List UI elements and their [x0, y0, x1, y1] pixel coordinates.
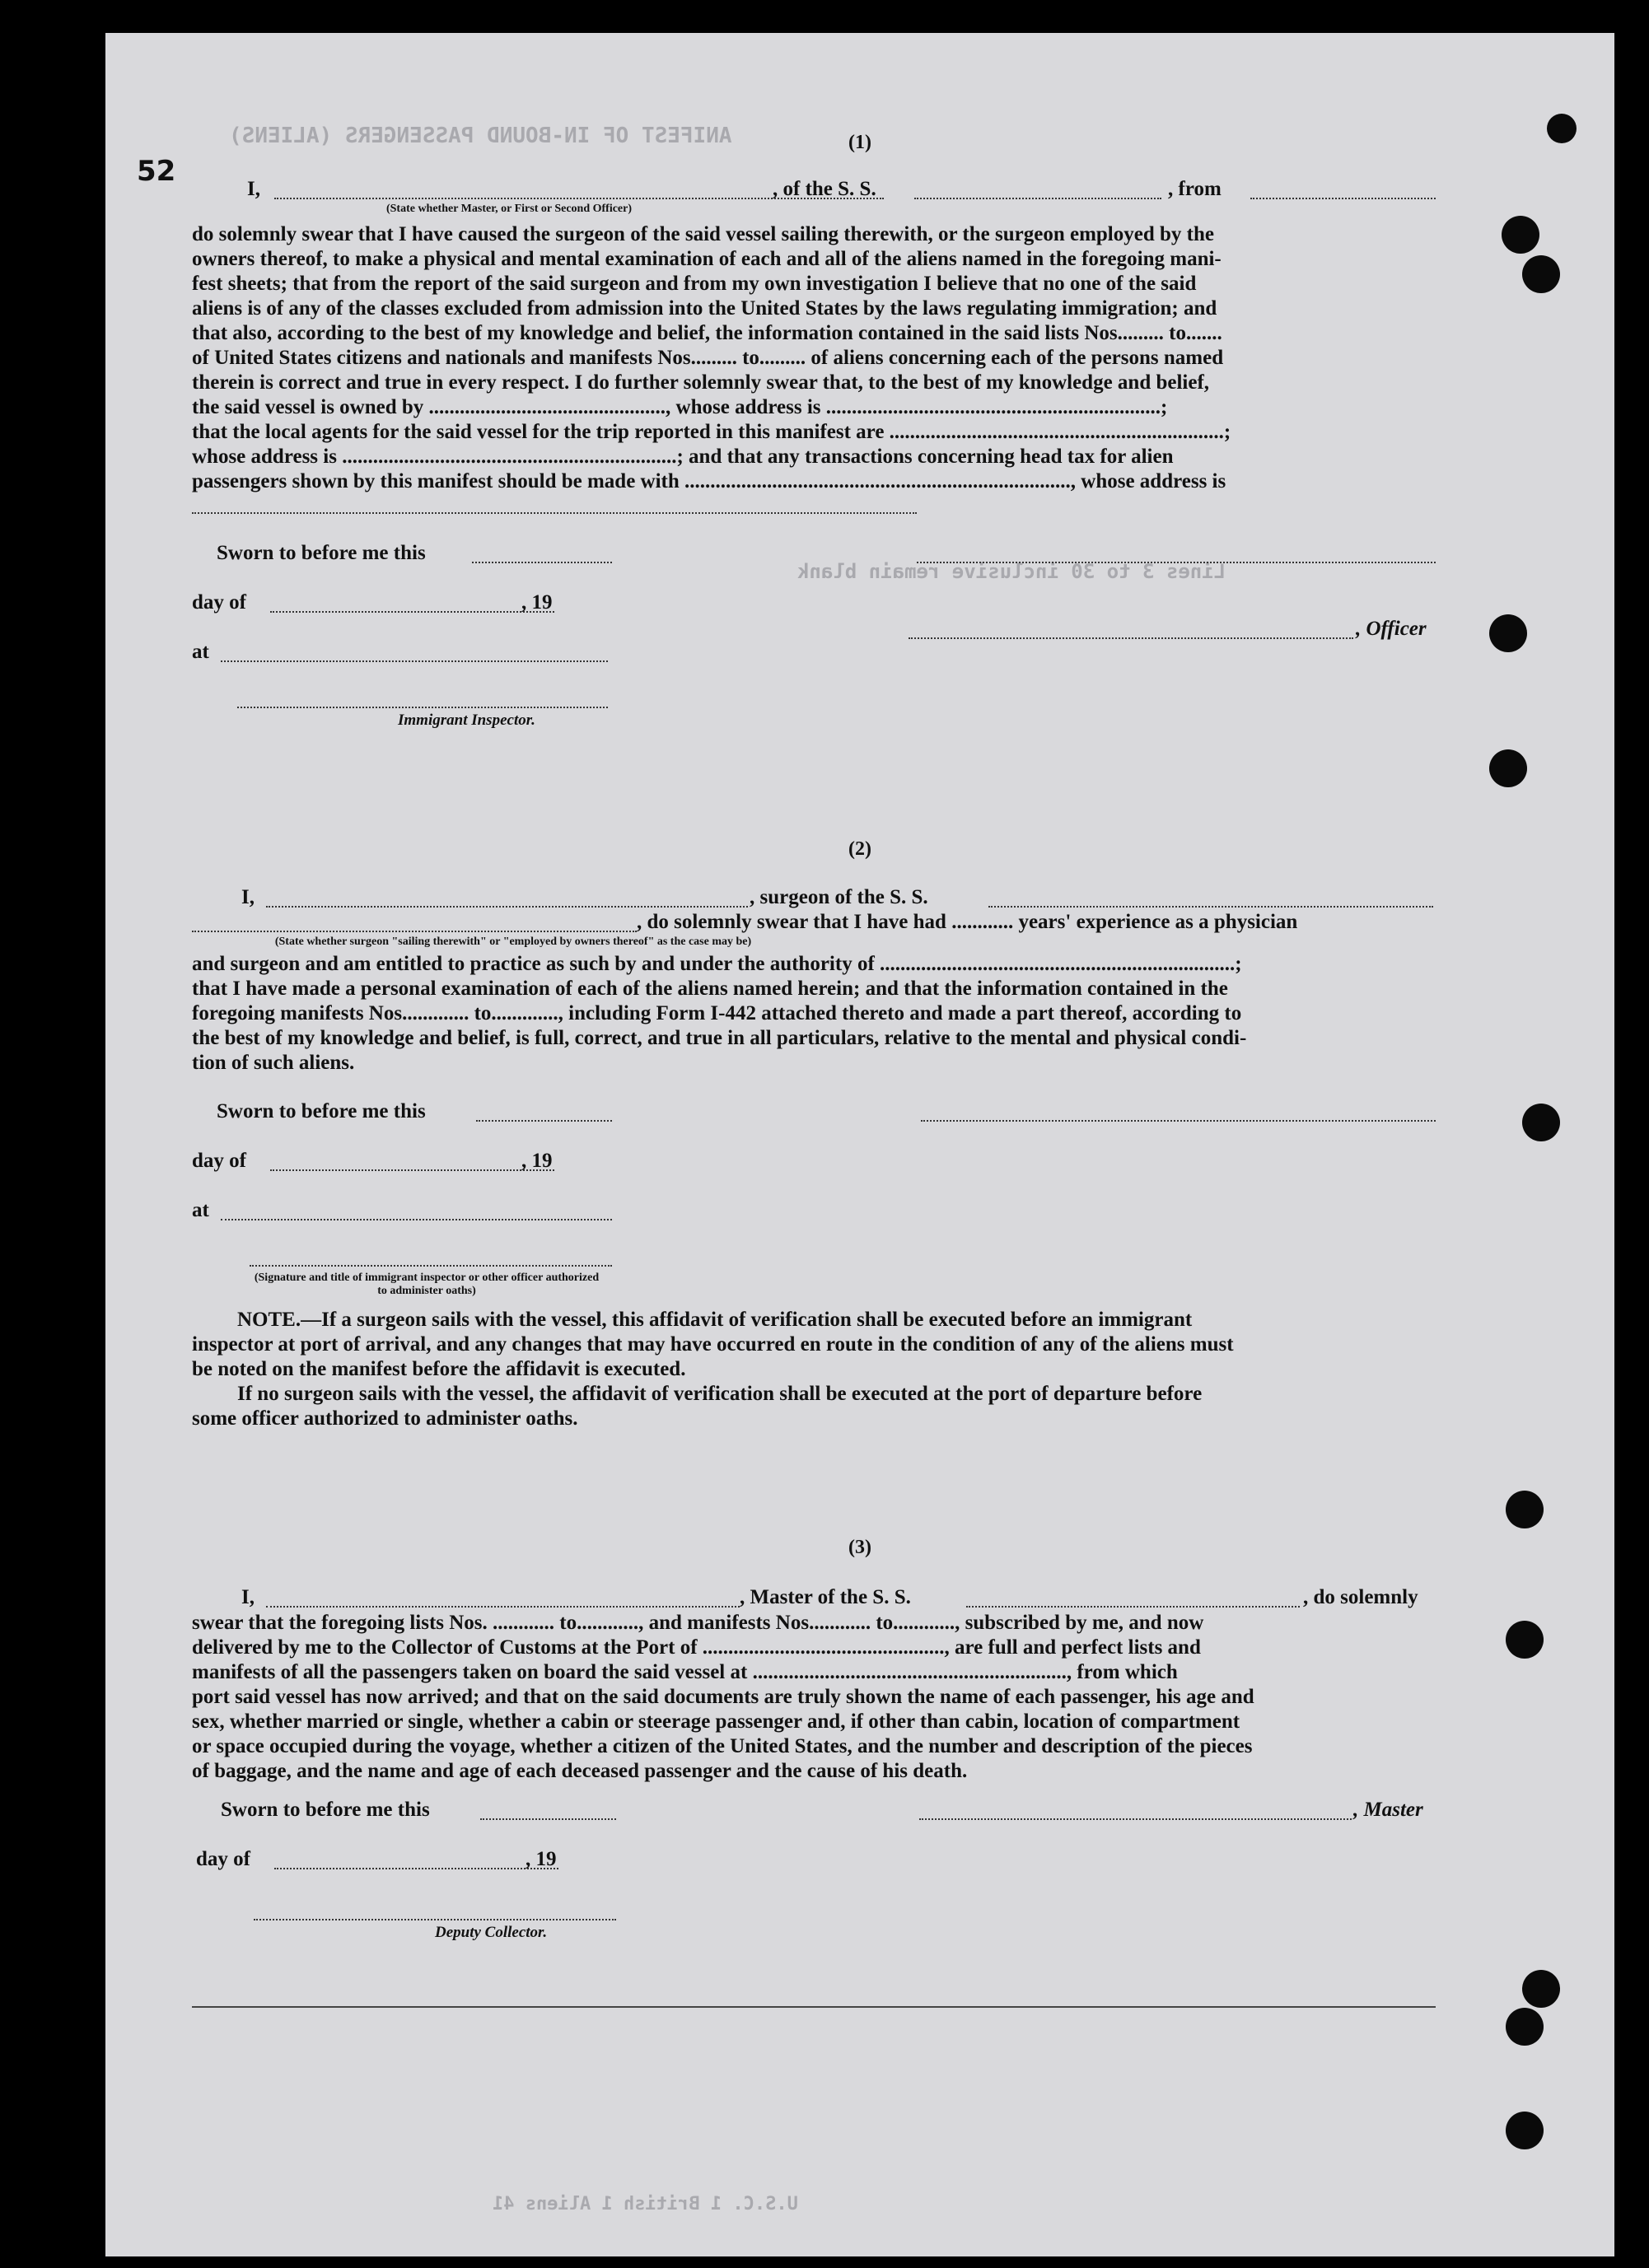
para-line: that the local agents for the said vessel for the trip reported in this manifest are .................................................................;	[192, 421, 1231, 443]
blank-master-name	[266, 1606, 740, 1608]
para-line: aliens is of any of the classes excluded from admission into the United States by the laws regulating immigration; and	[192, 297, 1217, 320]
blank-head-tax-address	[192, 512, 917, 514]
section-1-paragraph	[192, 222, 1440, 494]
bottom-rule	[192, 2006, 1436, 2008]
punch-hole	[1506, 1491, 1544, 1528]
para-line: port said vessel has now arrived; and that on the said documents are truly shown the name of each passenger, his age and	[192, 1686, 1254, 1708]
section-2-paragraph	[192, 952, 1440, 1076]
punch-hole	[1489, 614, 1527, 652]
blank-at	[221, 660, 608, 662]
note-line: some officer authorized to administer oaths.	[192, 1407, 578, 1430]
punch-hole	[1506, 1621, 1544, 1659]
deputy-collector-title: Deputy Collector.	[435, 1924, 548, 1941]
para-line: of United States citizens and nationals and manifests Nos......... to......... of aliens concerning each of the persons named	[192, 347, 1224, 369]
section-3-line1-end: , do solemnly	[1303, 1586, 1418, 1608]
immigrant-inspector-title: Immigrant Inspector.	[398, 712, 535, 729]
section-1-caption: (State whether Master, or First or Second Officer)	[385, 203, 633, 215]
section-2-line2: , do solemnly swear that I have had ............ years' experience as a physician	[637, 911, 1298, 933]
blank-officer-sig-top	[917, 562, 1436, 563]
punch-hole	[1506, 2112, 1544, 2149]
punch-hole	[1506, 2008, 1544, 2046]
bleed-through-footer: U.S.C. 1 British 1 Aliens 41	[493, 2194, 798, 2214]
para-line: do solemnly swear that I have caused the surgeon of the said vessel sailing therewith, or the surgeon employed by the	[192, 223, 1214, 245]
para-line: whose address is .................................................................; and that any transactions concerning head tax for alien	[192, 446, 1174, 468]
section-3-sworn: Sworn to before me this	[221, 1799, 430, 1821]
section-1-sworn: Sworn to before me this	[217, 542, 426, 564]
note-label: NOTE.	[237, 1309, 301, 1331]
blank-day	[270, 1169, 554, 1171]
note-line: be noted on the manifest before the affidavit is executed.	[192, 1358, 686, 1380]
blank-master-vessel	[966, 1606, 1300, 1608]
blank-surgeon-vessel	[988, 906, 1433, 908]
section-2-year: , 19	[521, 1150, 553, 1172]
section-2-caption: (State whether surgeon "sailing therewith" or "employed by owners thereof" as the case may be)	[274, 936, 752, 948]
punch-hole	[1522, 255, 1560, 293]
para-line: that I have made a personal examination of each of the aliens named herein; and that the information contained in the	[192, 978, 1228, 1000]
punch-hole	[1522, 1970, 1560, 2008]
para-line: fest sheets; that from the report of the said surgeon and from my own investigation I believe that no one of the said	[192, 273, 1197, 295]
blank-day	[270, 611, 554, 613]
blank-master-sig	[919, 1818, 1352, 1820]
blank-surgeon-name	[266, 906, 748, 908]
para-line: that also, according to the best of my knowledge and belief, the information contained in the said lists Nos......... to.......	[192, 322, 1222, 344]
note-line: If no surgeon sails with the vessel, the affidavit of verification shall be executed at the port of departure before	[237, 1383, 1203, 1405]
section-3-i: I,	[241, 1586, 255, 1608]
manifest-back-page	[105, 33, 1614, 2256]
note-text: —If a surgeon sails with the vessel, this affidavit of verification shall be executed before an immigrant	[301, 1309, 1193, 1331]
para-line: swear that the foregoing lists Nos. ............ to............, and manifests Nos............ to............, subscribed by me, and now	[192, 1612, 1204, 1634]
section-1-year: , 19	[521, 591, 553, 614]
section-3-number: (3)	[848, 1537, 871, 1558]
section-1-of-ss: , of the S. S.	[773, 178, 876, 200]
blank-vessel-name	[914, 198, 1161, 199]
section-1-at: at	[192, 641, 209, 663]
para-line: manifests of all the passengers taken on board the said vessel at ............................................................., from which	[192, 1661, 1178, 1683]
section-2-at: at	[192, 1199, 209, 1221]
blank-inspector-sig	[237, 707, 608, 708]
page-number: 52	[137, 155, 176, 188]
section-3-paragraph	[192, 1611, 1440, 1784]
section-3-day-of: day of	[196, 1848, 250, 1870]
section-3-year: , 19	[526, 1848, 557, 1870]
section-2-sig-caption: (Signature and title of immigrant inspector or other officer authorized to administer oaths)	[254, 1272, 600, 1297]
bleed-through-header: ANIFEST OF IN-BOUND PASSENGERS (ALIENS)	[229, 124, 732, 148]
section-1-i: I,	[247, 178, 260, 200]
punch-hole	[1502, 216, 1539, 254]
para-line: owners thereof, to make a physical and mental examination of each and all of the aliens named in the foregoing mani-	[192, 248, 1222, 270]
section-2-surgeon-of-ss: , surgeon of the S. S.	[750, 886, 928, 908]
blank-inspector-sig	[250, 1265, 612, 1267]
officer-title: , Officer	[1356, 618, 1427, 640]
para-line: sex, whether married or single, whether a cabin or steerage passenger and, if other than cabin, location of compartment	[192, 1710, 1240, 1733]
blank-surgeon-status	[192, 931, 637, 932]
para-line: the best of my knowledge and belief, is full, correct, and true in all particulars, relative to the mental and physical condi-	[192, 1027, 1247, 1049]
bleed-through-lines-note: Lines 3 to 30 inclusive remain blank	[797, 560, 1226, 583]
section-2-i: I,	[241, 886, 255, 908]
para-line: of baggage, and the name and age of each deceased passenger and the cause of his death.	[192, 1760, 968, 1782]
note-line	[192, 1308, 1440, 1332]
blank-at	[221, 1219, 612, 1220]
blank-from-port	[1250, 198, 1436, 199]
blank-sworn-date	[476, 1120, 612, 1122]
section-3-master-of-ss: , Master of the S. S.	[740, 1586, 911, 1608]
section-1-day-of: day of	[192, 591, 246, 614]
section-1-from: , from	[1168, 178, 1222, 200]
section-2-note	[192, 1308, 1440, 1431]
para-line: tion of such aliens.	[192, 1052, 355, 1074]
blank-officer-sig	[909, 637, 1353, 639]
note-line: inspector at port of arrival, and any changes that may have occurred en route in the condition of any of the aliens must	[192, 1333, 1234, 1356]
para-line: and surgeon and am entitled to practice as such by and under the authority of .....................................................................;	[192, 953, 1242, 975]
blank-surgeon-sig	[921, 1120, 1436, 1122]
para-line: the said vessel is owned by .............................................., whose address is .................................................................;	[192, 396, 1168, 418]
blank-collector-sig	[254, 1919, 616, 1920]
para-line: passengers shown by this manifest should be made with ..........................................................................., whose address is	[192, 470, 1226, 492]
blank-sworn-date	[480, 1818, 616, 1820]
section-1-number: (1)	[848, 132, 871, 153]
para-line: delivered by me to the Collector of Customs at the Port of ..............................................., are full and perfect lists and	[192, 1636, 1201, 1659]
blank-day	[274, 1868, 558, 1869]
para-line: or space occupied during the voyage, whether a citizen of the United States, and the number and description of the pieces	[192, 1735, 1253, 1757]
section-2-sworn: Sworn to before me this	[217, 1100, 426, 1122]
section-2-number: (2)	[848, 838, 871, 860]
section-2-day-of: day of	[192, 1150, 246, 1172]
master-title: , Master	[1353, 1799, 1423, 1821]
para-line: therein is correct and true in every respect. I do further solemnly swear that, to the best of my knowledge and belief,	[192, 371, 1210, 394]
blank-sworn-date	[472, 562, 612, 563]
punch-hole	[1522, 1104, 1560, 1141]
punch-hole	[1489, 749, 1527, 787]
para-line: foregoing manifests Nos............. to............., including Form I-442 attached thereto and made a part thereof, according to	[192, 1002, 1242, 1024]
